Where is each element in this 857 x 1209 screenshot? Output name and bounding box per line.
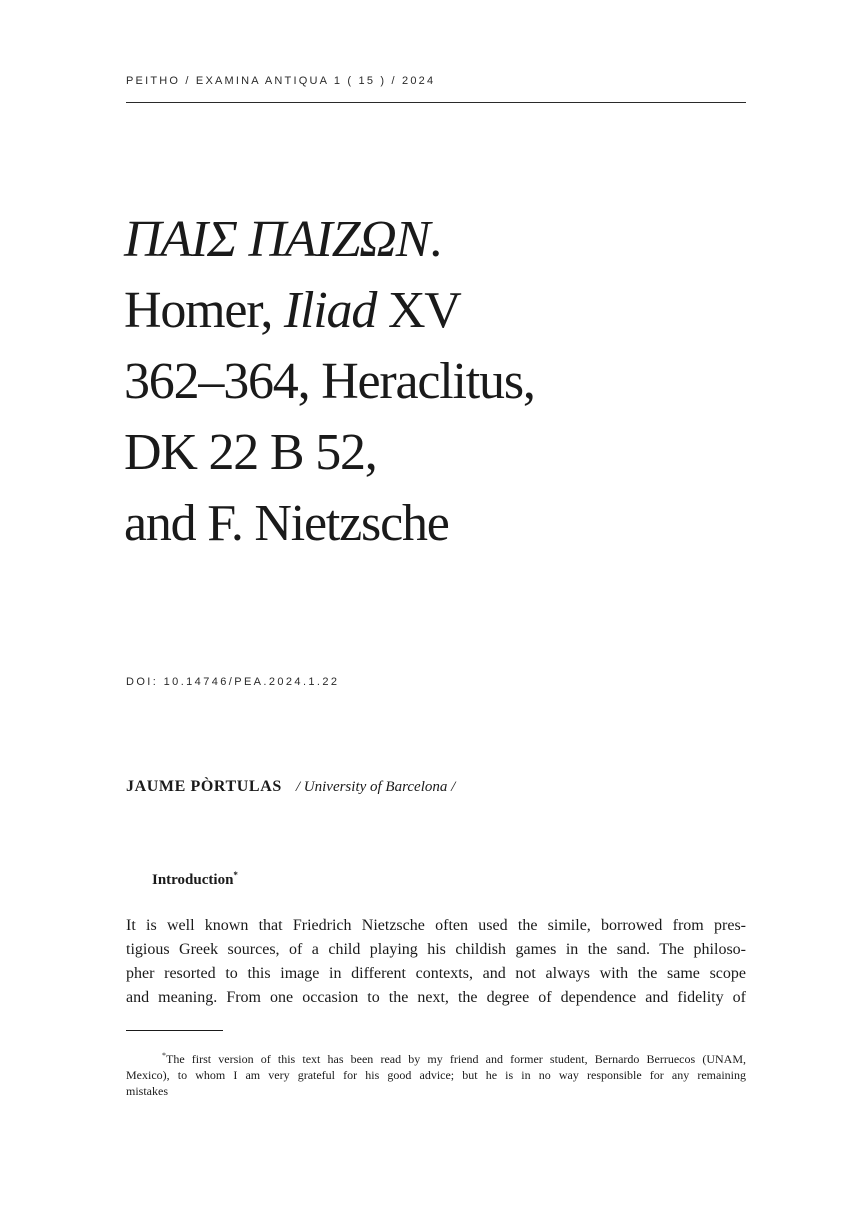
author-line bbox=[126, 778, 455, 796]
footnote-line: mistakes bbox=[126, 1084, 168, 1098]
title-line-nietzsche: and F. Nietzsche bbox=[124, 495, 449, 552]
title-line-homer bbox=[124, 275, 764, 346]
body-line: and meaning. From one occasion to the next, the degree of dependence and fidelity of bbox=[126, 989, 746, 1006]
doi-line: DOI: 10.14746/PEA.2024.1.22 bbox=[126, 676, 340, 688]
footnote-line: Mexico), to whom I am very grateful for his good advice; but he is in no way responsible for any remaining bbox=[126, 1068, 746, 1082]
body-paragraph bbox=[126, 914, 746, 1010]
title-greek-phrase: ΠΑΙΣ ΠΑΙΖΩΝ bbox=[124, 211, 430, 268]
affiliation-close-slash: / bbox=[447, 779, 456, 795]
body-line: pher resorted to this image in different contexts, and not always with the same scope bbox=[126, 965, 746, 982]
section-heading bbox=[152, 872, 238, 889]
footnote-reference-mark[interactable]: * bbox=[233, 870, 238, 880]
article-title bbox=[124, 204, 764, 559]
affiliation-name: University of Barcelona bbox=[303, 779, 448, 795]
running-header: PEITHO / EXAMINA ANTIQUA 1 ( 15 ) / 2024 bbox=[126, 75, 436, 87]
title-iliad-italic: Iliad bbox=[283, 282, 377, 339]
body-line: tigious Greek sources, of a child playing his childish games in the sand. The philoso- bbox=[126, 941, 746, 958]
footnote-line bbox=[126, 1051, 746, 1067]
author-name: JAUME PÒRTULAS bbox=[126, 778, 282, 795]
body-line: It is well known that Friedrich Nietzsche often used the simile, borrowed from pres- bbox=[126, 917, 746, 934]
title-line-heraclitus: 362–364, Heraclitus, bbox=[124, 353, 535, 410]
title-line-dk: DK 22 B 52, bbox=[124, 424, 377, 481]
footnote-line-text: The first version of this text has been read by my friend and former student, Bernardo Berruecos (UNAM, bbox=[166, 1052, 746, 1066]
affiliation-open-slash: / bbox=[295, 779, 304, 795]
section-heading-text: Introduction bbox=[152, 872, 234, 888]
title-book-number: XV bbox=[376, 282, 461, 339]
title-greek-period: . bbox=[429, 211, 441, 268]
title-line-greek bbox=[124, 204, 764, 275]
footnote bbox=[126, 1051, 746, 1099]
author-affiliation bbox=[296, 779, 455, 795]
header-rule bbox=[126, 102, 746, 103]
footnote-mark: * bbox=[162, 1051, 166, 1060]
title-homer-text: Homer, bbox=[124, 282, 284, 339]
footnote-rule bbox=[126, 1030, 223, 1031]
